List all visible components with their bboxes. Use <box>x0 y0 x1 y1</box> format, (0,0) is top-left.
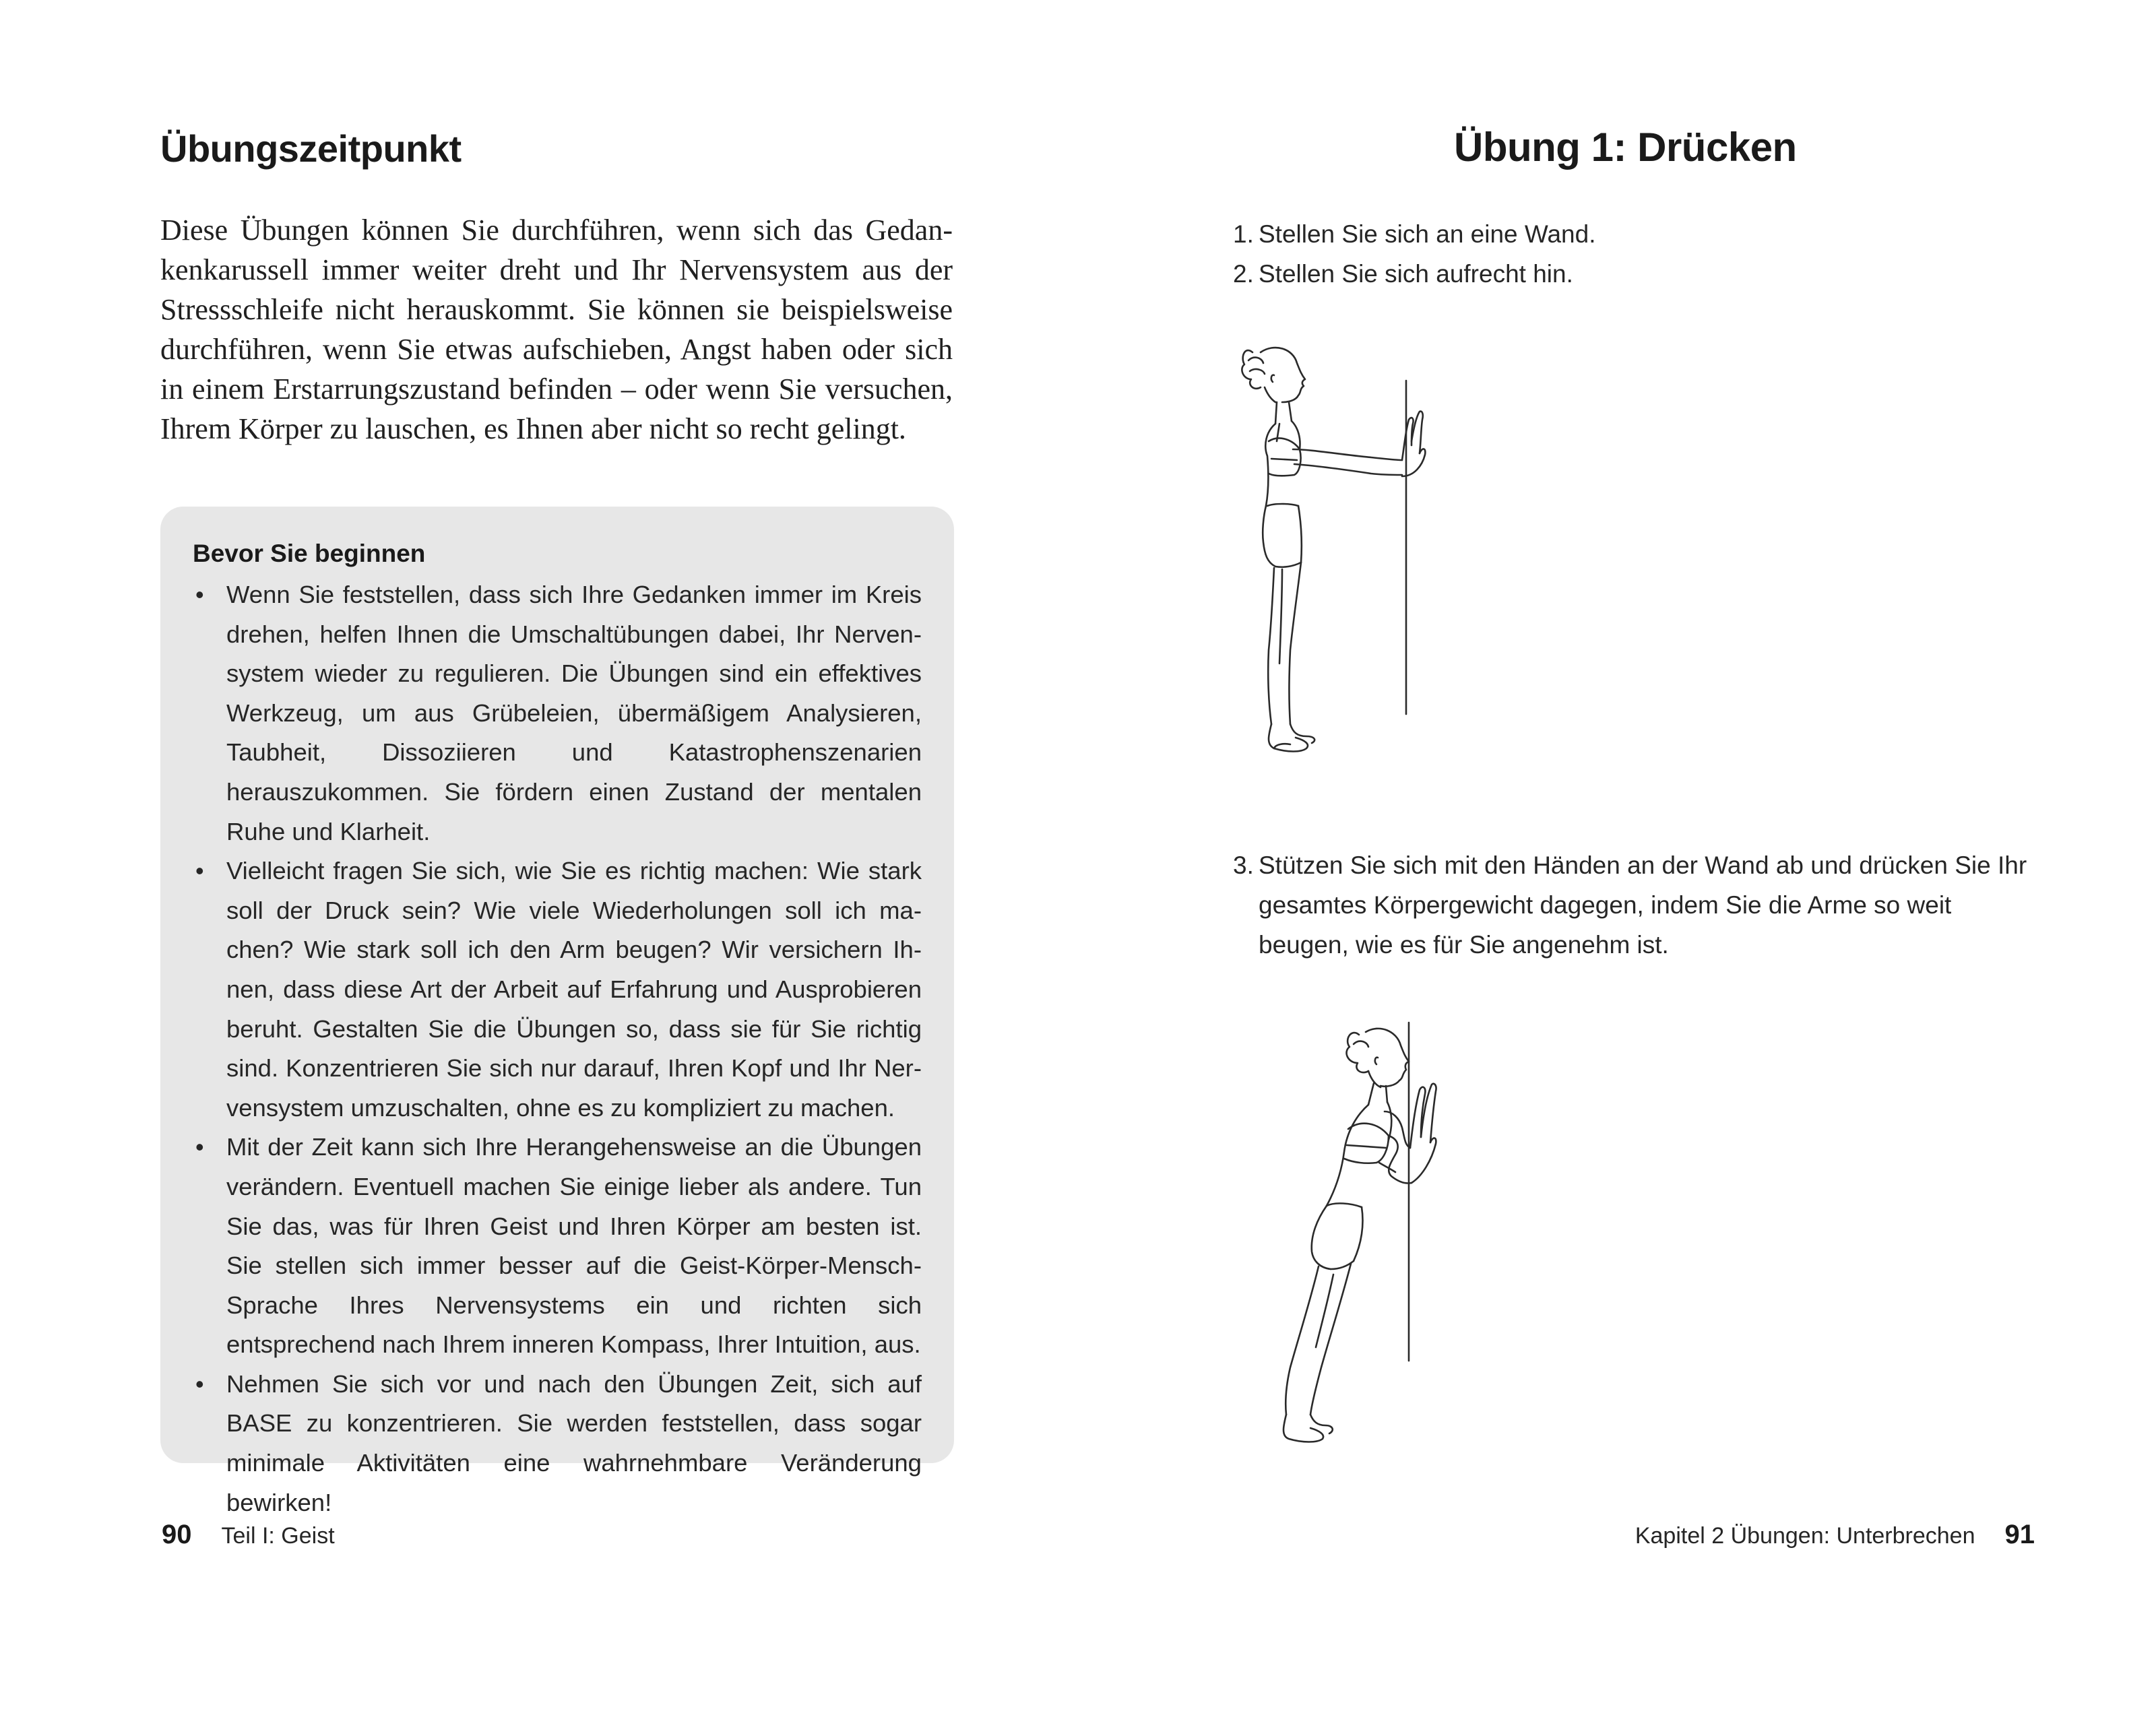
bullet-icon: • <box>195 1369 204 1398</box>
step-item <box>1233 214 2041 254</box>
running-head: Teil I: Geist <box>221 1523 335 1549</box>
before-you-begin-box <box>160 507 954 1516</box>
steps-list-bottom <box>1233 845 2028 965</box>
bullet-icon: • <box>195 857 204 885</box>
step-text: Stellen Sie sich aufrecht hin. <box>1259 260 1573 288</box>
section-heading: Übungszeitpunkt <box>160 127 462 170</box>
step-item <box>1233 845 2028 965</box>
list-item-text: Mit der Zeit kann sich Ihre Herangehensweise an die Übungen verändern. Eventuell machen Sie einige lieber als andere. Tun Sie das, was für Ihren Geist und Ihren Körper am besten ist. Sie stellen sich immer besser auf die Geist-Körper-Mensch-Sprache Ihres Nervensystems ein und richten sich entsprechend nach Ihrem inneren Kompass, Ihrer Intuition, aus. <box>226 1133 922 1359</box>
list-item-text: Vielleicht fragen Sie sich, wie Sie es richtig machen: Wie stark soll der Druck sein? Wie viele Wiederholungen soll ich machen? Wie stark soll ich den Arm beugen? Wir versichern Ihnen, dass diese Art der Arbeit auf Erfahrung und Ausprobieren beruht. Gestalten Sie die Übungen so, dass sie für Sie richtig sind. Konzentrieren Sie sich nur darauf, Ihren Kopf und Ihr Nervensystem umzuschalten, ohne es zu kompliziert zu machen. <box>226 857 922 1122</box>
list-item <box>193 575 922 851</box>
step-text: Stellen Sie sich an eine Wand. <box>1259 220 1596 248</box>
page-number: 91 <box>2004 1520 2035 1549</box>
exercise-heading: Übung 1: Drücken <box>1454 125 1797 170</box>
steps-list-top <box>1233 214 2041 294</box>
page-number: 90 <box>162 1520 192 1549</box>
list-item <box>193 1128 922 1365</box>
step-item <box>1233 254 2041 294</box>
folio-left <box>162 1518 335 1552</box>
box-title: Bevor Sie beginnen <box>193 540 426 567</box>
folio-right <box>1635 1518 2035 1552</box>
list-item-text: Wenn Sie feststellen, dass sich Ihre Gedanken immer im Kreis drehen, helfen Ihnen die Umschaltübungen dabei, Ihr Nervensystem wieder zu regulieren. Die Übungen sind ein effektives Werkzeug, um aus Grübeleien, übermäßigem Analysieren, Taubheit, Dissoziieren und Katastrophenszenarien herauszukommen. Sie fördern einen Zustand der mentalen Ruhe und Klarheit. <box>226 581 922 845</box>
running-head: Kapitel 2 Übungen: Unterbrechen <box>1635 1523 1975 1549</box>
leaning-wall-illustration <box>1209 1010 1492 1475</box>
list-item <box>193 851 922 1128</box>
intro-paragraph: Diese Übungen können Sie durchführen, wenn sich das Gedankenkarussell immer weiter dreht und Ihr Nervensystem aus der Stressschleife nicht herauskommt. Sie können sie beispielsweise durchführen, wenn Sie etwas aufschieben, Angst haben oder sich in einem Erstarrungszustand befinden – oder wenn Sie versuchen, Ihrem Körper zu lauschen, es Ihnen aber nicht so recht gelingt. <box>160 214 953 445</box>
standing-wall-illustration <box>1209 340 1492 812</box>
bullet-icon: • <box>195 581 204 608</box>
step-number: 1. <box>1233 220 1254 248</box>
step-number: 2. <box>1233 260 1254 288</box>
list-item-text: Nehmen Sie sich vor und nach den Übungen Zeit, sich auf BASE zu konzentrieren. Sie werden feststellen, dass sogar minimale Aktivitäten eine wahrnehmbare Veränderung bewirken! <box>226 1369 922 1516</box>
step-text: Stützen Sie sich mit den Händen an der Wand ab und drücken Sie Ihr gesamtes Körpergewicht dagegen, indem Sie die Arme so weit beugen, wie es für Sie angenehm ist. <box>1259 851 2027 959</box>
bullet-icon: • <box>195 1133 204 1161</box>
list-item <box>193 1365 922 1522</box>
step-number: 3. <box>1233 851 1254 879</box>
box-bullet-list <box>193 575 922 1522</box>
